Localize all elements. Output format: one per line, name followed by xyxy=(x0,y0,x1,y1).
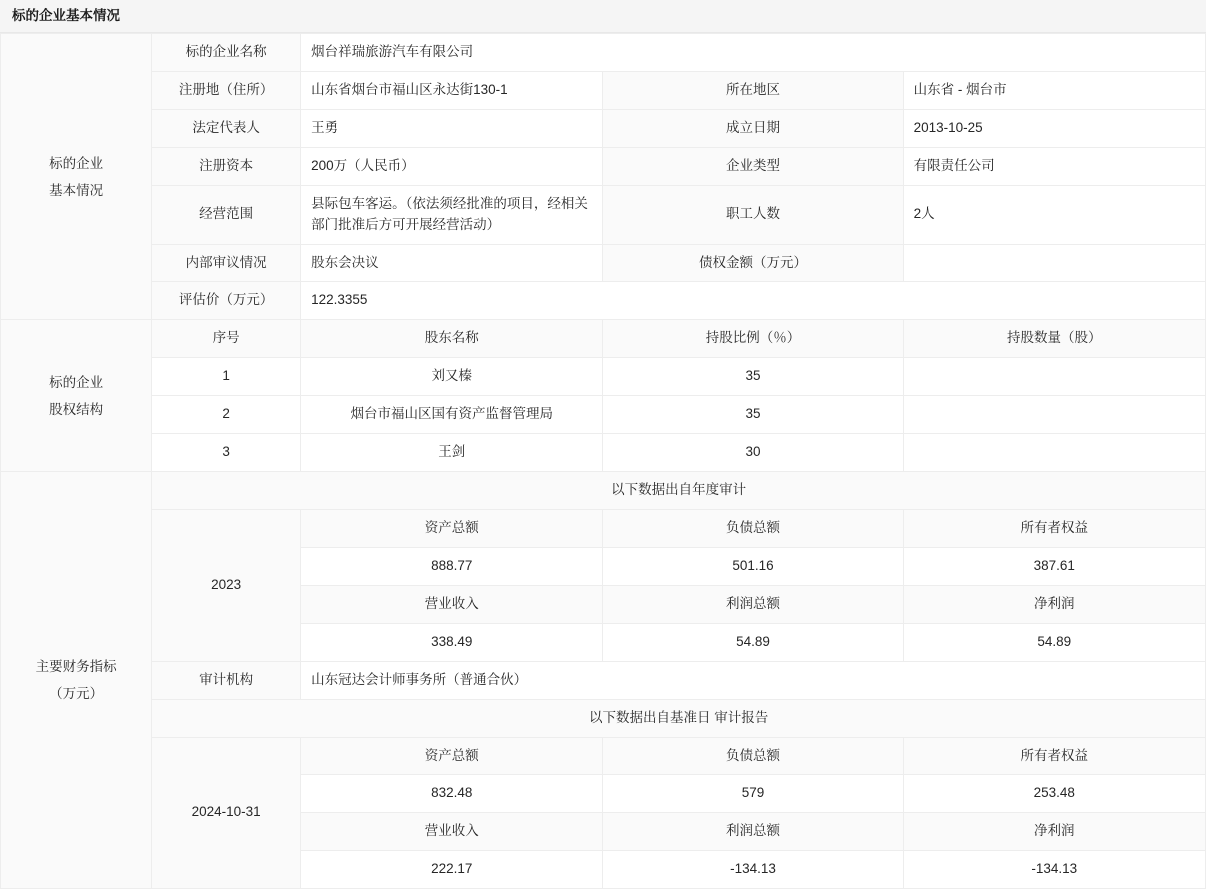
annual-value-total-profit: 54.89 xyxy=(603,623,903,661)
equity-row-no: 3 xyxy=(152,434,301,472)
group-label-equity-line1: 标的企业 xyxy=(49,374,104,390)
value-staff-count: 2人 xyxy=(903,185,1205,244)
equity-row-no: 1 xyxy=(152,358,301,396)
equity-header-name: 股东名称 xyxy=(301,320,603,358)
label-enterprise-type: 企业类型 xyxy=(603,147,903,185)
base-value-equity: 253.48 xyxy=(903,775,1205,813)
label-business-scope: 经营范围 xyxy=(152,185,301,244)
label-internal-review: 内部审议情况 xyxy=(152,244,301,282)
base-value-liabilities: 579 xyxy=(603,775,903,813)
value-registered-address: 山东省烟台市福山区永达街130-1 xyxy=(301,71,603,109)
label-appraisal-price: 评估价（万元） xyxy=(152,282,301,320)
base-date-audit-banner: 以下数据出自基准日 审计报告 xyxy=(152,699,1206,737)
table-row xyxy=(1,472,1206,510)
table-row xyxy=(1,509,1206,547)
annual-value-revenue: 338.49 xyxy=(301,623,603,661)
equity-row-ratio: 35 xyxy=(603,396,903,434)
equity-row-count xyxy=(903,434,1205,472)
equity-row-count xyxy=(903,396,1205,434)
label-legal-representative: 法定代表人 xyxy=(152,109,301,147)
table-row xyxy=(1,34,1206,72)
group-label-basic xyxy=(1,34,152,320)
value-founding-date: 2013-10-25 xyxy=(903,109,1205,147)
table-row xyxy=(1,109,1206,147)
value-debt-amount xyxy=(903,244,1205,282)
value-region: 山东省 - 烟台市 xyxy=(903,71,1205,109)
label-auditor: 审计机构 xyxy=(152,661,301,699)
value-auditor: 山东冠达会计师事务所（普通合伙） xyxy=(301,661,1206,699)
table-row xyxy=(1,147,1206,185)
group-label-basic-line1: 标的企业 xyxy=(49,155,104,171)
base-head-equity: 所有者权益 xyxy=(903,737,1205,775)
group-label-finance-line1: 主要财务指标 xyxy=(35,659,117,675)
group-label-equity-line2: 股权结构 xyxy=(49,401,104,417)
table-row xyxy=(1,320,1206,358)
equity-row-name: 王剑 xyxy=(301,434,603,472)
equity-row-name: 烟台市福山区国有资产监督管理局 xyxy=(301,396,603,434)
value-registered-capital: 200万（人民币） xyxy=(301,147,603,185)
annual-value-net-profit: 54.89 xyxy=(903,623,1205,661)
equity-header-count: 持股数量（股） xyxy=(903,320,1205,358)
table-row xyxy=(1,282,1206,320)
annual-head-equity: 所有者权益 xyxy=(903,509,1205,547)
value-business-scope: 县际包车客运。（依法须经批准的项目，经相关部门批准后方可开展经营活动） xyxy=(301,185,603,244)
page-title: 标的企业基本情况 xyxy=(0,0,1206,33)
equity-row-no: 2 xyxy=(152,396,301,434)
base-value-revenue: 222.17 xyxy=(301,851,603,889)
base-period: 2024-10-31 xyxy=(152,737,301,889)
equity-header-ratio: 持股比例（％） xyxy=(603,320,903,358)
annual-head-total-profit: 利润总额 xyxy=(603,585,903,623)
table-row xyxy=(1,71,1206,109)
base-value-assets: 832.48 xyxy=(301,775,603,813)
annual-head-liabilities: 负债总额 xyxy=(603,509,903,547)
table-row xyxy=(1,185,1206,244)
table-row xyxy=(1,358,1206,396)
equity-row-ratio: 30 xyxy=(603,434,903,472)
label-registered-capital: 注册资本 xyxy=(152,147,301,185)
table-row xyxy=(1,699,1206,737)
annual-value-assets: 888.77 xyxy=(301,547,603,585)
annual-period: 2023 xyxy=(152,509,301,661)
equity-row-ratio: 35 xyxy=(603,358,903,396)
table-row xyxy=(1,434,1206,472)
label-staff-count: 职工人数 xyxy=(603,185,903,244)
base-head-assets: 资产总额 xyxy=(301,737,603,775)
annual-head-assets: 资产总额 xyxy=(301,509,603,547)
table-row xyxy=(1,661,1206,699)
group-label-finance xyxy=(1,472,152,889)
value-appraisal-price: 122.3355 xyxy=(301,282,1206,320)
value-enterprise-type: 有限责任公司 xyxy=(903,147,1205,185)
value-company-name: 烟台祥瑞旅游汽车有限公司 xyxy=(301,34,1206,72)
annual-value-equity: 387.61 xyxy=(903,547,1205,585)
base-head-revenue: 营业收入 xyxy=(301,813,603,851)
annual-head-revenue: 营业收入 xyxy=(301,585,603,623)
equity-row-count xyxy=(903,358,1205,396)
equity-header-no: 序号 xyxy=(152,320,301,358)
group-label-basic-line2: 基本情况 xyxy=(49,182,104,198)
label-region: 所在地区 xyxy=(603,71,903,109)
table-row xyxy=(1,396,1206,434)
label-company-name: 标的企业名称 xyxy=(152,34,301,72)
base-head-liabilities: 负债总额 xyxy=(603,737,903,775)
table-row xyxy=(1,737,1206,775)
label-founding-date: 成立日期 xyxy=(603,109,903,147)
label-registered-address: 注册地（住所） xyxy=(152,71,301,109)
value-legal-representative: 王勇 xyxy=(301,109,603,147)
annual-value-liabilities: 501.16 xyxy=(603,547,903,585)
annual-audit-banner: 以下数据出自年度审计 xyxy=(152,472,1206,510)
base-head-net-profit: 净利润 xyxy=(903,813,1205,851)
annual-head-net-profit: 净利润 xyxy=(903,585,1205,623)
group-label-equity xyxy=(1,320,152,472)
label-debt-amount: 债权金额（万元） xyxy=(603,244,903,282)
base-value-net-profit: -134.13 xyxy=(903,851,1205,889)
value-internal-review: 股东会决议 xyxy=(301,244,603,282)
group-label-finance-line2: （万元） xyxy=(49,686,104,702)
base-value-total-profit: -134.13 xyxy=(603,851,903,889)
enterprise-info-table xyxy=(0,33,1206,889)
base-head-total-profit: 利润总额 xyxy=(603,813,903,851)
table-row xyxy=(1,244,1206,282)
equity-row-name: 刘又榛 xyxy=(301,358,603,396)
